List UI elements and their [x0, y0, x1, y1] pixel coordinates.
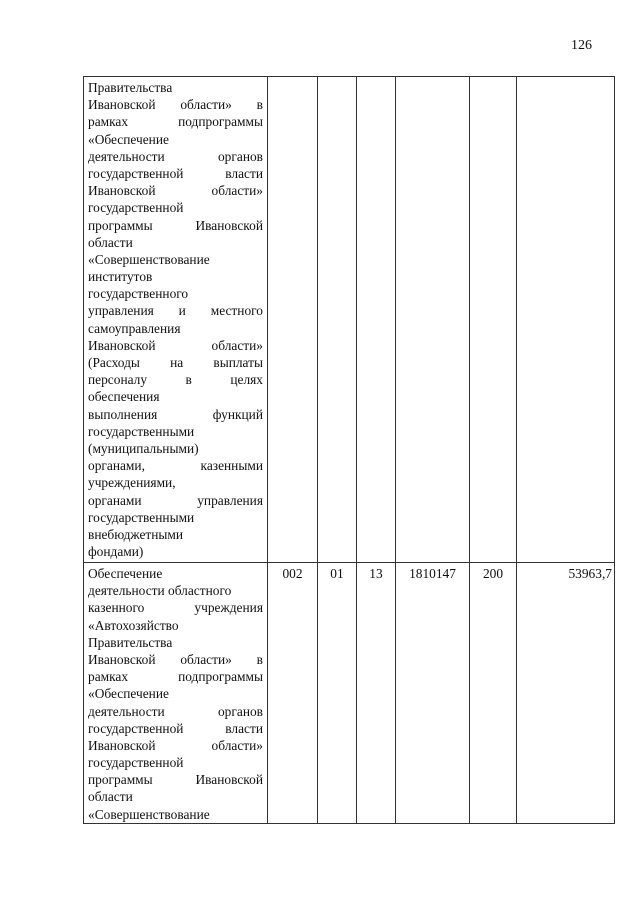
pr-cell: [357, 77, 396, 563]
name-line: Правительства: [88, 80, 173, 95]
table-row: [84, 77, 615, 563]
name-line: государственной: [88, 200, 184, 216]
name-line: Ивановской области»: [88, 337, 263, 353]
csr-cell: 1810147: [396, 563, 470, 824]
name-line: внебюджетными: [88, 526, 184, 542]
name-line: программы Ивановской: [88, 217, 263, 233]
name-line: казенного учреждения: [88, 600, 263, 616]
name-line: государственной: [88, 755, 184, 771]
name-line: области: [88, 789, 133, 805]
vr-cell: 200: [470, 563, 517, 824]
name-line: области: [88, 234, 133, 250]
rz-cell: [318, 77, 357, 563]
name-line: Ивановской области»: [88, 183, 263, 199]
name-line: «Автохозяйство: [88, 617, 179, 633]
page-number: 126: [571, 38, 592, 53]
table-row: [84, 563, 615, 824]
csr-cell: [396, 77, 470, 563]
name-line: «Совершенствование: [88, 251, 210, 267]
name-line: персоналу в целях: [88, 372, 263, 388]
name-line: «Обеспечение: [88, 131, 169, 147]
name-line: деятельности органов: [88, 703, 263, 719]
pr-cell: 13: [357, 563, 396, 824]
name-line: выполнения функций: [88, 406, 263, 422]
name-line: государственными: [88, 423, 195, 439]
name-line: Ивановской области»: [88, 737, 263, 753]
name-line: органами управления: [88, 492, 263, 508]
name-line: программы Ивановской: [88, 772, 263, 788]
name-line: государственными: [88, 509, 195, 525]
name-line: институтов: [88, 269, 153, 285]
vr-cell: [470, 77, 517, 563]
name-line: государственного: [88, 286, 189, 302]
name-line: органами, казенными: [88, 458, 263, 474]
name-line: «Обеспечение: [88, 686, 169, 702]
name-line: деятельности органов: [88, 148, 263, 164]
grbs-cell: 002: [268, 563, 318, 824]
grbs-cell: [268, 77, 318, 563]
sum-cell: 53963,7: [517, 563, 615, 824]
name-line: учреждениями,: [88, 475, 176, 491]
name-line: обеспечения: [88, 389, 160, 405]
rz-cell: 01: [318, 563, 357, 824]
name-line: управления и местного: [88, 303, 263, 319]
name-line: Обеспечение: [88, 566, 163, 581]
name-line: Ивановской области» в: [88, 651, 263, 667]
name-line: рамках подпрограммы: [88, 669, 263, 685]
sum-cell: [517, 77, 615, 563]
name-line: Ивановской области» в: [88, 97, 263, 113]
name-line: государственной власти: [88, 720, 263, 736]
name-line: рамках подпрограммы: [88, 114, 263, 130]
name-cell: [84, 77, 268, 563]
name-line: (Расходы на выплаты: [88, 355, 263, 370]
name-line: фондами): [88, 544, 144, 560]
name-line: государственной власти: [88, 165, 263, 181]
name-cell: [84, 563, 268, 824]
name-line: «Совершенствование: [88, 806, 210, 822]
name-line: Правительства: [88, 634, 173, 650]
name-line: самоуправления: [88, 320, 181, 336]
name-line: (муниципальными): [88, 440, 199, 456]
name-line: деятельности областного: [88, 583, 232, 599]
budget-table: [83, 76, 615, 824]
